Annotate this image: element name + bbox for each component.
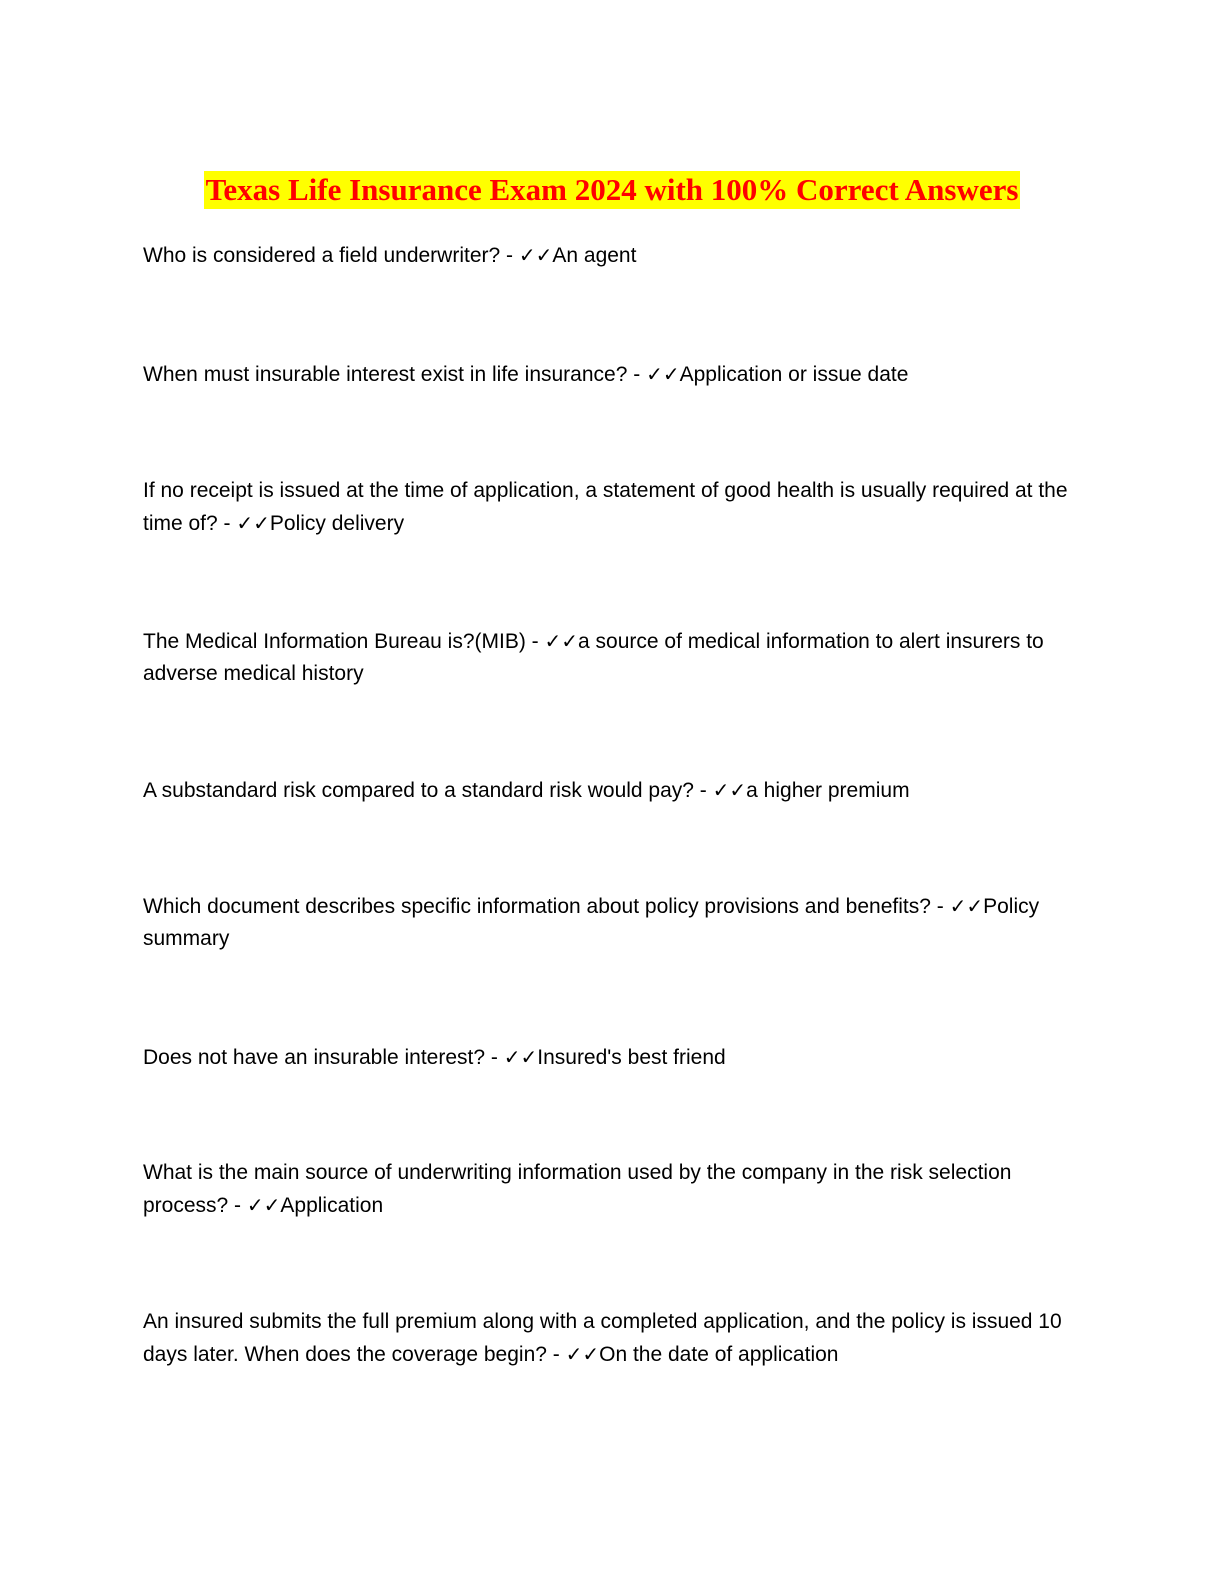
qa-item-8 xyxy=(143,1157,1078,1222)
double-check-icon: ✓✓ xyxy=(246,1193,281,1217)
question-text: Does not have an insurable interest? xyxy=(143,1046,486,1069)
answer-text: On the date of application xyxy=(599,1343,839,1366)
double-check-icon: ✓✓ xyxy=(236,511,270,535)
title-container xyxy=(0,171,1224,209)
double-check-icon: ✓✓ xyxy=(949,894,984,918)
qa-item-1 xyxy=(143,239,1078,272)
double-check-icon: ✓✓ xyxy=(503,1045,538,1069)
answer-text: Policy summary xyxy=(143,895,1040,950)
question-text: The Medical Information Bureau is?(MIB) xyxy=(143,630,526,653)
double-check-icon: ✓✓ xyxy=(712,778,747,802)
answer-text: a higher premium xyxy=(746,779,910,802)
separator: - xyxy=(217,512,237,535)
separator: - xyxy=(525,630,545,653)
qa-item-6 xyxy=(143,890,1078,955)
question-text: Who is considered a field underwriter? xyxy=(143,244,501,267)
question-text: An insured submits the full premium along with a completed application, and the policy is issued 10 days later. When does the coverage begin? xyxy=(143,1310,1062,1366)
separator: - xyxy=(485,1046,504,1069)
qa-item-4 xyxy=(143,625,1078,690)
answer-text: An agent xyxy=(552,244,637,267)
answer-text: Policy delivery xyxy=(269,512,405,535)
question-text: What is the main source of underwriting information used by the company in the risk selection process? xyxy=(143,1161,1012,1217)
separator: - xyxy=(627,363,647,386)
double-check-icon: ✓✓ xyxy=(646,362,680,386)
double-check-icon: ✓✓ xyxy=(544,629,579,653)
answer-text: Insured's best friend xyxy=(537,1046,726,1069)
separator: - xyxy=(693,779,713,802)
separator: - xyxy=(228,1194,247,1217)
question-text: If no receipt is issued at the time of application, a statement of good health is usually required at the time of? xyxy=(143,479,1068,535)
answer-text: Application xyxy=(280,1194,384,1217)
double-check-icon: ✓✓ xyxy=(565,1342,600,1366)
qa-item-9 xyxy=(143,1306,1078,1371)
qa-item-7 xyxy=(143,1041,1078,1074)
separator: - xyxy=(930,895,950,918)
document-title: Texas Life Insurance Exam 2024 with 100% Correct Answers xyxy=(205,172,1019,207)
qa-item-5 xyxy=(143,774,1078,807)
question-text: When must insurable interest exist in life insurance? xyxy=(143,363,628,386)
answer-text: a source of medical information to alert insurers to adverse medical history xyxy=(143,630,1044,685)
double-check-icon: ✓✓ xyxy=(518,243,553,267)
question-text: Which document describes specific information about policy provisions and benefits? xyxy=(143,895,931,918)
question-text: A substandard risk compared to a standard risk would pay? xyxy=(143,779,694,802)
qa-item-3 xyxy=(143,475,1078,540)
answer-text: Application or issue date xyxy=(679,363,909,386)
separator: - xyxy=(500,244,519,267)
qa-item-2 xyxy=(143,358,1078,391)
separator: - xyxy=(546,1343,566,1366)
